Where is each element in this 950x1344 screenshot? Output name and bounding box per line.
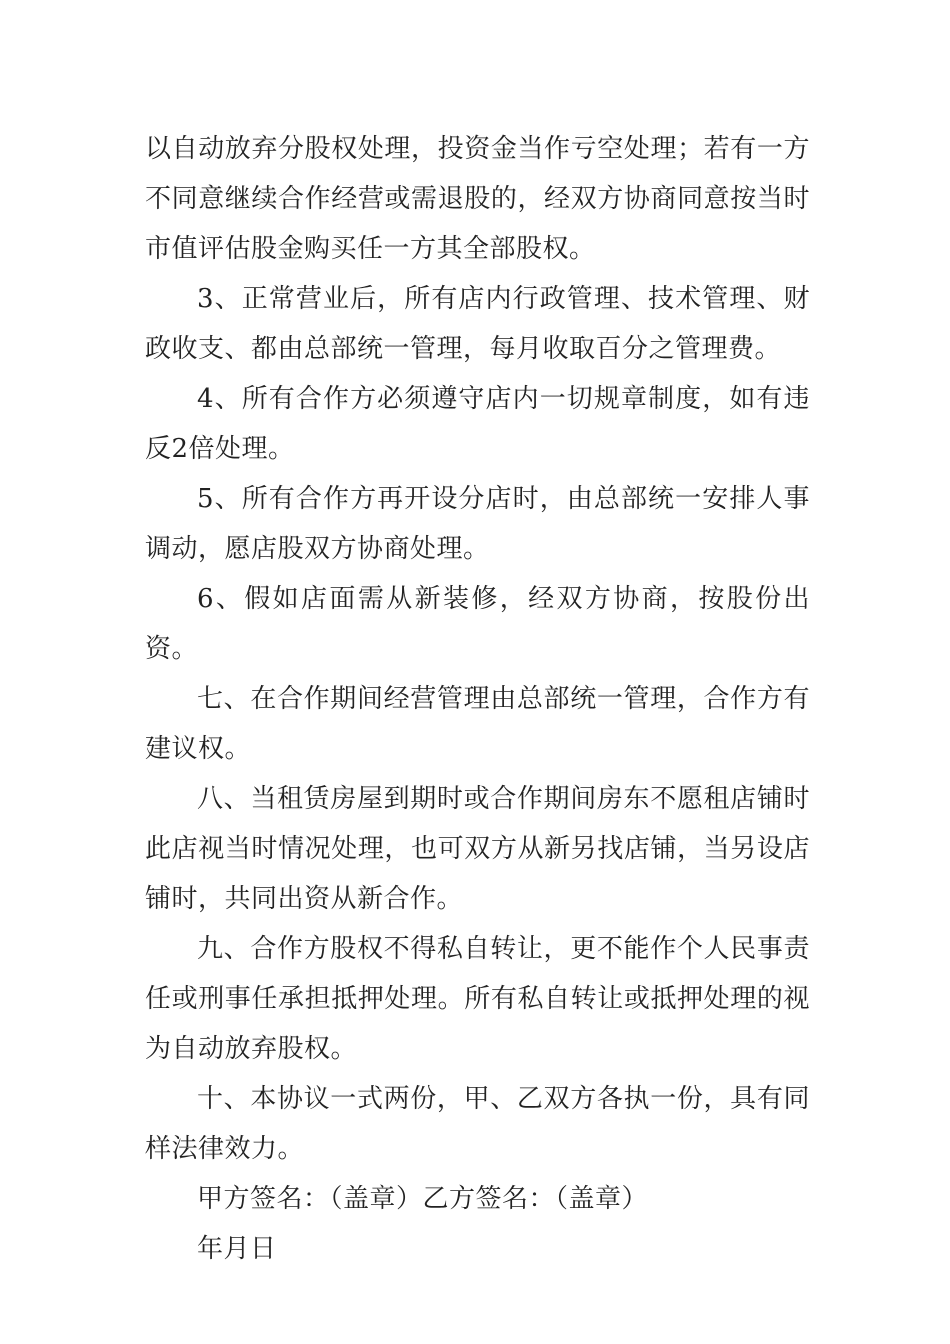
- paragraph-clause-6: 6、假如店面需从新装修，经双方协商，按股份出资。: [145, 584, 810, 664]
- paragraph-clause-3: 3、正常营业后，所有店内行政管理、技术管理、财政收支、都由总部统一管理，每月收取百分之管理费。: [145, 284, 810, 364]
- paragraph-clause-5: 5、所有合作方再开设分店时，由总部统一安排人事调动，愿店股双方协商处理。: [145, 484, 810, 564]
- document-body: [145, 124, 810, 1274]
- paragraph-continuation: 以自动放弃分股权处理，投资金当作亏空处理；若有一方不同意继续合作经营或需退股的，经双方协商同意按当时市值评估股金购买任一方其全部股权。: [145, 134, 810, 264]
- paragraph-clause-nine: 九、合作方股权不得私自转让，更不能作个人民事责任或刑事任承担抵押处理。所有私自转让或抵押处理的视为自动放弃股权。: [145, 934, 810, 1064]
- paragraph-clause-seven: 七、在合作期间经营管理由总部统一管理，合作方有建议权。: [145, 684, 810, 764]
- paragraph-clause-4: 4、所有合作方必须遵守店内一切规章制度，如有违反2倍处理。: [145, 384, 810, 464]
- paragraph-clause-eight: 八、当租赁房屋到期时或合作期间房东不愿租店铺时此店视当时情况处理，也可双方从新另找店铺，当另设店铺时，共同出资从新合作。: [145, 784, 810, 914]
- date-line: 年月日: [197, 1234, 277, 1264]
- paragraph-clause-ten: 十、本协议一式两份，甲、乙双方各执一份，具有同样法律效力。: [145, 1084, 810, 1164]
- signature-line: 甲方签名：（盖章）乙方签名：（盖章）: [197, 1184, 649, 1214]
